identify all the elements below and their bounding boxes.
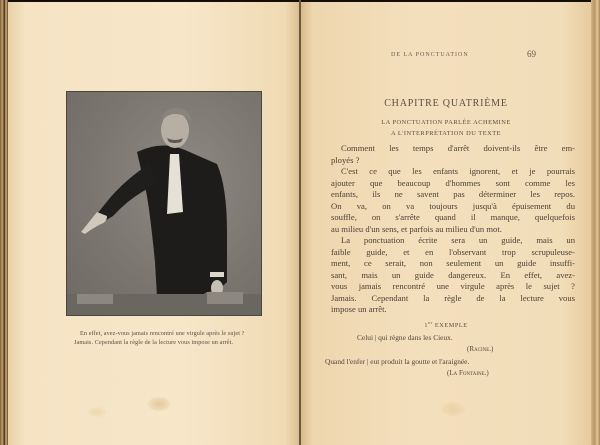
body-line: enfants, ils ne savent pas déterminer les repos. <box>331 189 575 199</box>
body-line: souffle, on s'arrête quand il manque, quelquefois <box>331 212 575 222</box>
body-line: sant, mais un guide dangereux. En effet, avez- <box>331 269 575 280</box>
photo-caption <box>74 329 284 347</box>
body-line: au milieu d'un sens, et parfois au milieu d'un mot. <box>331 223 502 234</box>
body-text <box>331 143 575 316</box>
left-page <box>8 2 300 445</box>
body-line: ployés ? <box>331 154 360 165</box>
example-number: 1 <box>424 322 429 330</box>
body-line: Comment les temps d'arrêt doivent-ils être em- <box>341 143 575 153</box>
book-right-edge <box>591 0 600 445</box>
page-number: 69 <box>527 49 536 59</box>
chapter-subtitle-line-2: A L'INTERPRÉTATION DU TEXTE <box>390 130 502 137</box>
book-left-edge <box>0 0 8 445</box>
body-line: impose un arrêt. <box>331 304 387 314</box>
body-line: vous jamais rencontré une virgule après le sujet ? <box>331 281 575 291</box>
body-line: On va, on va toujours jusqu'à épuisement du <box>331 200 575 211</box>
paper-stain <box>441 402 465 416</box>
right-page <box>301 2 591 445</box>
example-attribution-1: (Racine.) <box>467 345 494 353</box>
example-label: EXEMPLE <box>432 322 468 330</box>
running-head: DE LA PONCTUATION <box>391 52 469 58</box>
body-line: C'est ce que les enfants ignorent, et je pourrais <box>341 166 575 176</box>
example-verse-2: Quand l'enfer | eut produit la goutte et l'araignée. <box>325 357 470 366</box>
paper-stain <box>88 407 106 417</box>
body-line: faible guide, et en l'observant trop scrupuleuse- <box>331 246 575 257</box>
example-verse-1: Celui | qui règne dans les Cieux. <box>357 333 453 342</box>
body-line: ment, ce serait, non seulement un guide insuffi- <box>331 258 575 268</box>
caption-line-1: En effet, avez-vous jamais rencontré une virgule après le sujet ? <box>80 330 245 337</box>
body-line: ajouter que beaucoup d'hommes sont comme les <box>331 177 575 188</box>
man-pointing-illustration <box>67 92 261 315</box>
chapter-subtitle-line-1: LA PONCTUATION PARLÉE ACHEMINE <box>381 119 511 126</box>
paper-stain <box>148 397 170 411</box>
body-line: La ponctuation écrite sera un guide, mais un <box>341 235 575 245</box>
body-line: Jamais. Cependant la règle de la lecture vous <box>331 292 575 303</box>
portrait-photo <box>66 91 262 316</box>
example-number-suffix: er <box>428 320 433 325</box>
chapter-title: CHAPITRE QUATRIÈME <box>384 98 508 109</box>
example-heading <box>301 320 591 329</box>
example-attribution-2: (La Fontaine.) <box>447 369 489 377</box>
caption-line-2: Jamais. Cependant la règle de la lecture vous impose un arrêt. <box>74 339 234 346</box>
